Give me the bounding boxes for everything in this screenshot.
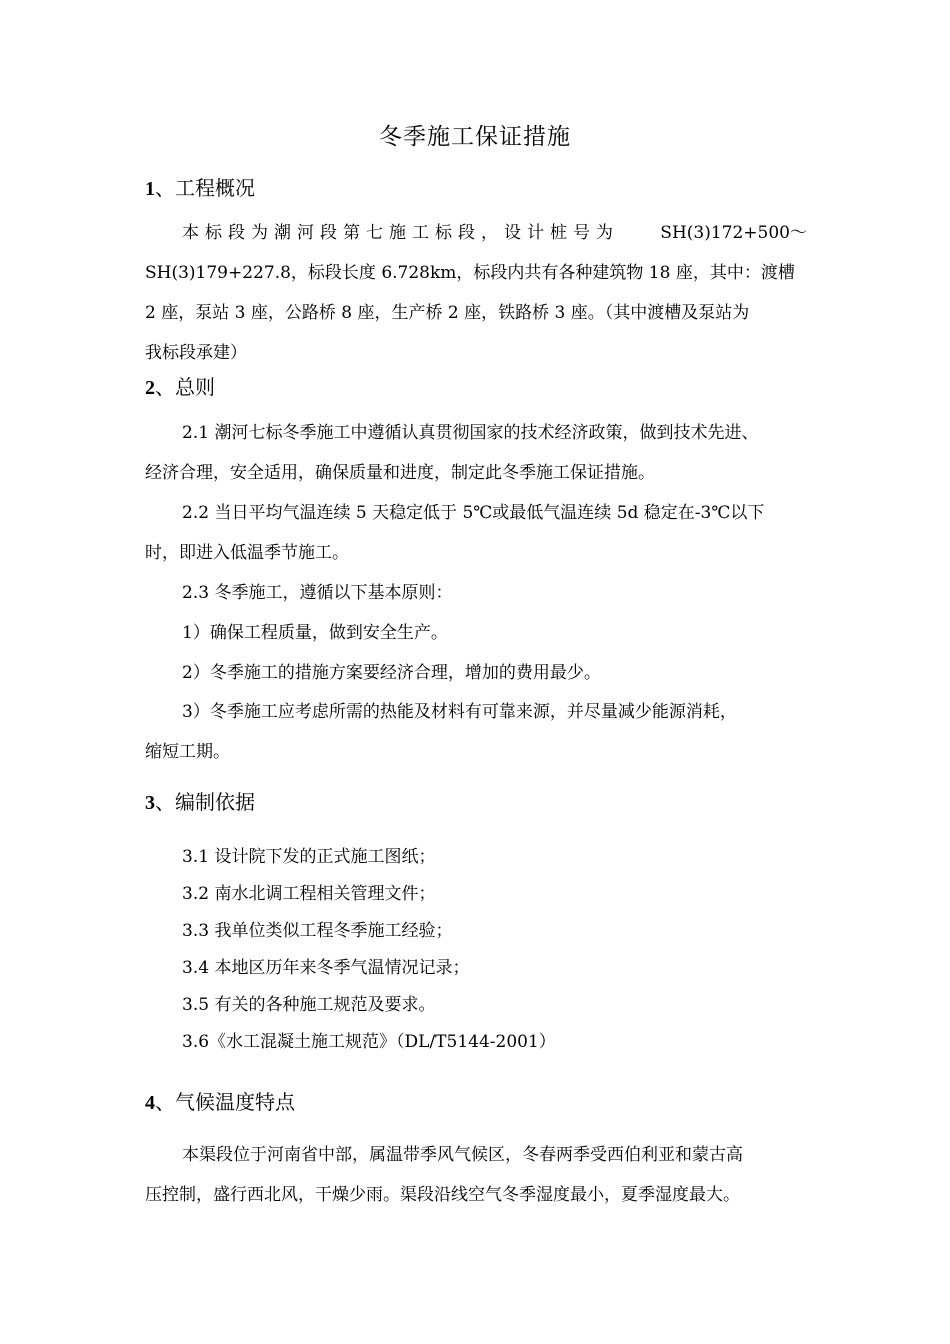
document-title: 冬季施工保证措施 (379, 124, 571, 150)
list-item: 3.4 本地区历年来冬季气温情况记录； (182, 958, 470, 978)
section-number: 2 (145, 377, 155, 399)
list-item: 3.1 设计院下发的正式施工图纸； (182, 847, 436, 867)
paragraph-line: 本渠段位于河南省中部，属温带季风气候区，冬春两季受西伯利亚和蒙古高 (182, 1145, 743, 1165)
list-item: 3.6《水工混凝土施工规范》（DL/T5144-2001） (182, 1032, 556, 1052)
section-number: 4 (145, 1092, 155, 1114)
section-3-heading (145, 786, 255, 815)
paragraph-line: 2.3 冬季施工，遵循以下基本原则： (182, 583, 453, 603)
paragraph-line: 缩短工期。 (145, 742, 230, 762)
paragraph-line: 我标段承建） (145, 343, 247, 363)
list-item: 3）冬季施工应考虑所需的热能及材料有可靠来源，并尽量减少能源消耗， (182, 702, 737, 722)
section-title: 、总则 (155, 375, 215, 399)
list-item: 2）冬季施工的措施方案要经济合理，增加的费用最少。 (182, 663, 601, 683)
section-title: 、气候温度特点 (155, 1090, 295, 1114)
section-title: 、工程概况 (155, 176, 255, 200)
section-4-heading (145, 1086, 295, 1115)
list-item: 3.2 南水北调工程相关管理文件； (182, 884, 436, 904)
paragraph-line: 2 座，泵站 3 座，公路桥 8 座，生产桥 2 座，铁路桥 3 座。（其中渡槽及泵站为 (145, 303, 750, 323)
list-item: 1）确保工程质量，做到安全生产。 (182, 623, 448, 643)
section-2-heading (145, 371, 215, 400)
text-span: SH(3)172+500～ (660, 223, 807, 243)
paragraph-line: 2.1 潮河七标冬季施工中遵循认真贯彻国家的技术经济政策，做到技术先进、 (182, 423, 759, 443)
list-item: 3.5 有关的各种施工规范及要求。 (182, 995, 436, 1015)
section-number: 1 (145, 178, 155, 200)
section-1-heading (145, 172, 255, 201)
section-number: 3 (145, 792, 155, 814)
section-title: 、编制依据 (155, 790, 255, 814)
paragraph-line (182, 218, 807, 243)
paragraph-line: SH(3)179+227.8，标段长度 6.728km，标段内共有各种建筑物 18 座，其中：渡槽 (145, 263, 795, 283)
paragraph-line: 2.2 当日平均气温连续 5 天稳定低于 5℃或最低气温连续 5d 稳定在-3℃以下 (182, 503, 765, 523)
paragraph-line: 经济合理，安全适用，确保质量和进度，制定此冬季施工保证措施。 (145, 463, 655, 483)
paragraph-line: 时，即进入低温季节施工。 (145, 543, 349, 563)
paragraph-line: 压控制，盛行西北风，干燥少雨。渠段沿线空气冬季湿度最小，夏季湿度最大。 (145, 1185, 740, 1205)
list-item: 3.3 我单位类似工程冬季施工经验； (182, 921, 453, 941)
text-span: 本标段为潮河段第七施工标段，设计桩号为 (182, 223, 619, 243)
